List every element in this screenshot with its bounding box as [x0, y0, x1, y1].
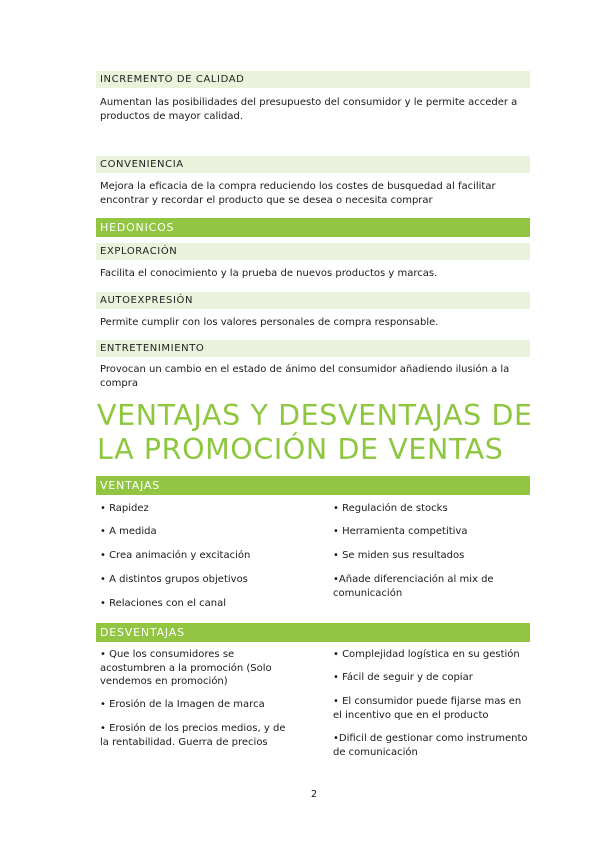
list-item: • Erosión de los precios medios, y de la rentabilidad. Guerra de precios — [100, 723, 286, 748]
section-heading-conveniencia: CONVENIENCIA — [96, 156, 530, 173]
section-text-incremento-calidad: Aumentan las posibilidades del presupuesto del consumidor y le permite acceder a productos de mayor calidad. — [100, 97, 518, 122]
list-item: • Erosión de la Imagen de marca — [100, 699, 265, 710]
page-number: 2 — [310, 789, 318, 800]
list-item: •Dificil de gestionar como instrumento de comunicación — [333, 733, 528, 758]
list-item: • El consumidor puede fijarse mas en el incentivo que en el producto — [333, 696, 522, 721]
list-item: • Crea animación y excitación — [100, 550, 251, 561]
section-heading-incremento-calidad: INCREMENTO DE CALIDAD — [96, 71, 530, 88]
list-item: • Relaciones con el canal — [100, 598, 227, 609]
section-text-entretenimiento: Provocan un cambio en el estado de ánimo del consumidor añadiendo ilusión a la compra — [100, 364, 510, 389]
section-heading-ventajas: VENTAJAS — [96, 476, 530, 495]
section-text-conveniencia: Mejora la eficacia de la compra reduciendo los costes de busquedad al facilitar encontrar y recordar el producto que se desea o necesita comprar — [100, 181, 496, 206]
section-heading-desventajas: DESVENTAJAS — [96, 623, 530, 642]
list-item: • Se miden sus resultados — [333, 550, 465, 561]
section-text-autoexpresion: Permite cumplir con los valores personales de compra responsable. — [100, 317, 439, 328]
section-heading-autoexpresion: AUTOEXPRESIÓN — [96, 292, 530, 309]
section-heading-exploracion: EXPLORACIÓN — [96, 243, 530, 260]
list-item: • Herramienta competitiva — [333, 526, 468, 537]
list-item: •Añade diferenciación al mix de comunicación — [333, 574, 494, 599]
page-title — [97, 399, 537, 467]
list-item: • Regulación de stocks — [333, 503, 448, 514]
section-heading-entretenimiento: ENTRETENIMIENTO — [96, 340, 530, 357]
list-item: • Que los consumidores se acostumbren a la promoción (Solo vendemos en promoción) — [100, 649, 272, 687]
page-title-line-2: LA PROMOCIÓN DE VENTAS — [97, 433, 504, 466]
section-text-exploracion: Facilita el conocimiento y la prueba de nuevos productos y marcas. — [100, 268, 438, 279]
list-item: • Rapidez — [100, 503, 149, 514]
list-item: • Complejidad logística en su gestión — [333, 649, 520, 660]
list-item: • A medida — [100, 526, 157, 537]
list-item: • A distintos grupos objetivos — [100, 574, 248, 585]
section-heading-hedonicos: HEDONICOS — [96, 218, 530, 237]
list-item: • Fácil de seguir y de copiar — [333, 672, 473, 683]
page-title-line-1: VENTAJAS Y DESVENTAJAS DE — [97, 399, 533, 432]
